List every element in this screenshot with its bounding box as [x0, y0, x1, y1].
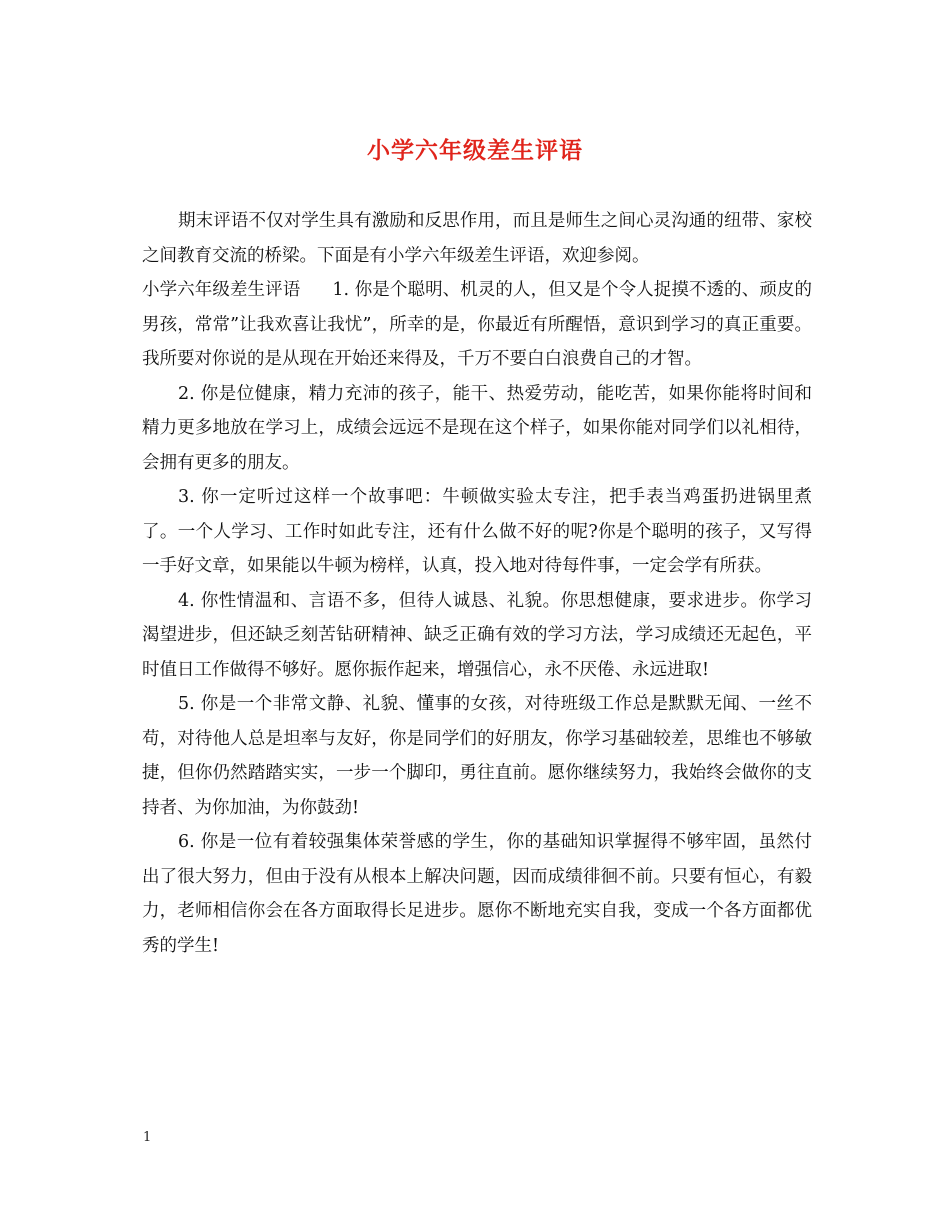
- comment-paragraph-6: 6. 你是一位有着较强集体荣誉感的学生，你的基础知识掌握得不够牢固，虽然付出了很大努力，但由于没有从根本上解决问题，因而成绩徘徊不前。只要有恒心，有毅力，老师相信你会在各方面取得长足进步。愿你不断地充实自我，变成一个各方面都优秀的学生!: [142, 832, 812, 956]
- section-heading: 小学六年级差生评语: [142, 280, 301, 300]
- comment-paragraph-2: 2. 你是位健康，精力充沛的孩子，能干、热爱劳动，能吃苦，如果你能将时间和精力更多地放在学习上，成绩会远远不是现在这个样子，如果你能对同学们以礼相待，会拥有更多的朋友。: [142, 383, 812, 473]
- document-body: [142, 204, 812, 963]
- comment-paragraph-4: 4. 你性情温和、言语不多，但待人诚恳、礼貌。你思想健康，要求进步。你学习渴望进步，但还缺乏刻苦钻研精神、缺乏正确有效的学习方法，学习成绩还无起色，平时值日工作做得不够好。愿你振作起来，增强信心，永不厌倦、永远进取!: [142, 590, 812, 680]
- comment-paragraph-1: [142, 273, 812, 377]
- intro-paragraph: 期末评语不仅对学生具有激励和反思作用，而且是师生之间心灵沟通的纽带、家校之间教育交流的桥梁。下面是有小学六年级差生评语，欢迎参阅。: [142, 211, 812, 266]
- comment-text-1: 1. 你是个聪明、机灵的人，但又是个令人捉摸不透的、顽皮的男孩，常常”让我欢喜让我忧”，所幸的是，你最近有所醒悟，意识到学习的真正重要。我所要对你说的是从现在开始还来得及，千万不要白白浪费自己的才智。: [142, 280, 813, 369]
- comment-paragraph-5: 5. 你是一个非常文静、礼貌、懂事的女孩，对待班级工作总是默默无闻、一丝不苟，对待他人总是坦率与友好，你是同学们的好朋友，你学习基础较差，思维也不够敏捷，但你仍然踏踏实实，一步一个脚印，勇往直前。愿你继续努力，我始终会做你的支持者、为你加油，为你鼓劲!: [142, 694, 812, 818]
- page-number: 1: [143, 1130, 152, 1145]
- document-title: 小学六年级差生评语: [367, 137, 583, 164]
- comment-paragraph-3: 3. 你一定听过这样一个故事吧：牛顿做实验太专注，把手表当鸡蛋扔进锅里煮了。一个人学习、工作时如此专注，还有什么做不好的呢?你是个聪明的孩子，又写得一手好文章，如果能以牛顿为榜样，认真，投入地对待每件事，一定会学有所获。: [142, 487, 812, 576]
